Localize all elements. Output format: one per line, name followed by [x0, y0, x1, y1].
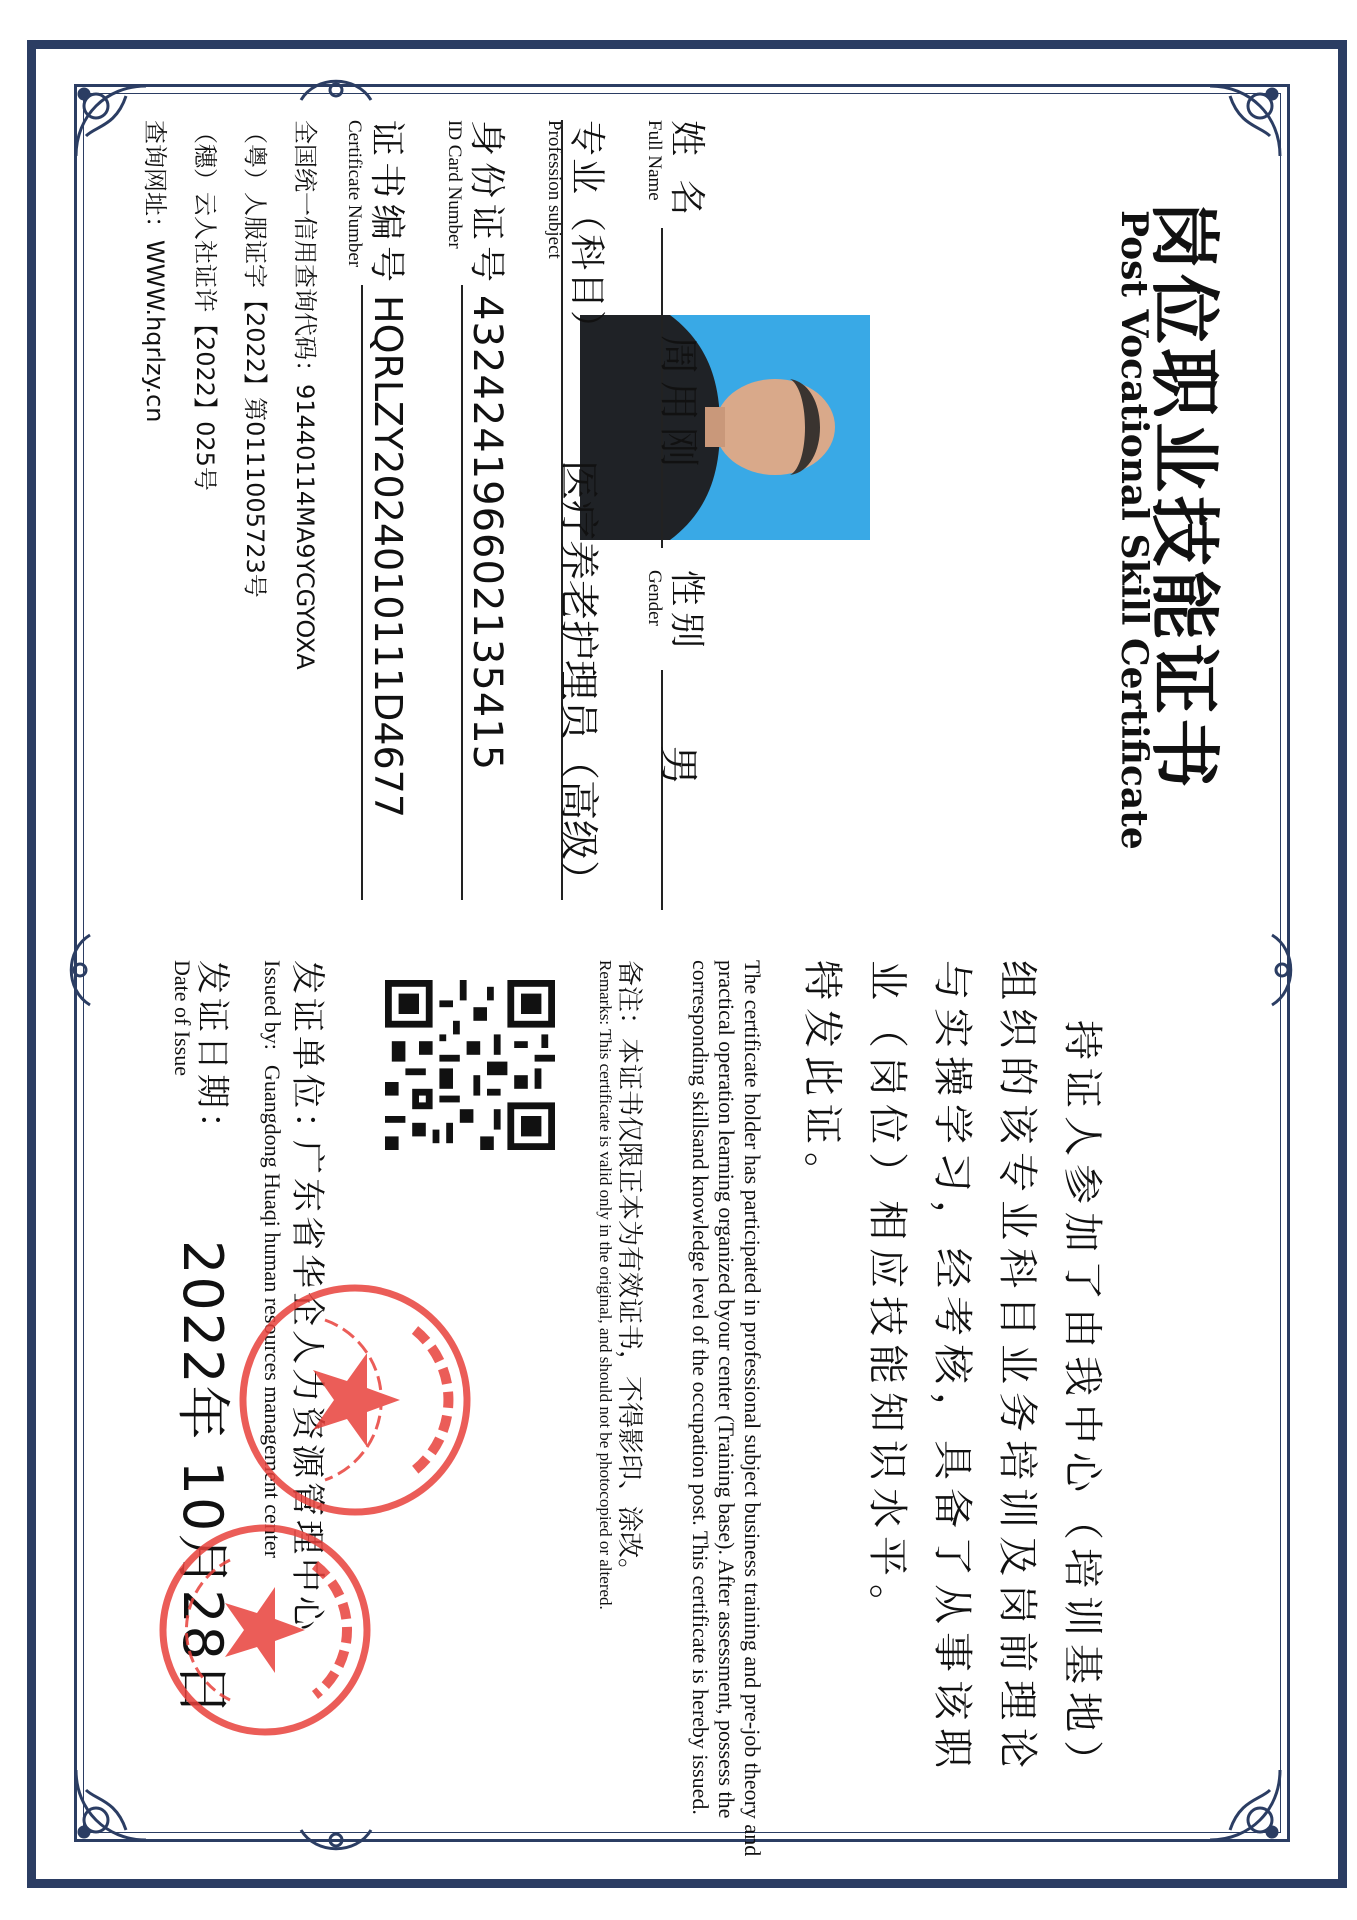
id-card-value: 432424196602135415 — [464, 295, 510, 772]
issuer-value: 广东省华企人力资源管理中心 — [287, 1140, 327, 1634]
statement-en: The certificate holder has participated in professional subject business training and pre-job theory and practical operation learning organized byour center (Training base). After assessment, possess the corresponding skillsand knowledge level of the occupation post. This certificate is hereby issued. — [688, 960, 765, 1857]
certificate-number-value: HQRLZY2024010111D4677 — [366, 295, 410, 819]
statement-line-3: 与实操学习，经考核，具备了从事该职 — [929, 960, 975, 1776]
remarks-cn: 备注：本证书仅限正本为有效证书，不得影印、涂改。 — [614, 960, 644, 1585]
query-website: 查询网址：WWW.hqrlzy.cn — [141, 120, 169, 423]
edge-ornament-icon — [1262, 930, 1302, 1010]
statement-line-2: 组织的该专业科目业务培训及岗前理论 — [994, 960, 1040, 1776]
id-card-label-en: ID Card Number — [444, 120, 465, 249]
certificate-number-underline — [361, 285, 363, 900]
title-cn: 岗位职业技能证书 — [1143, 200, 1225, 792]
issue-date-value: 2022年 10月28日 — [171, 1240, 234, 1719]
edge-ornament-icon — [60, 930, 100, 1010]
certificate-number-label-en: Certificate Number — [344, 120, 365, 268]
issuer-label-en: Issued by: — [260, 960, 285, 1050]
profession-label: 专业（科目） — [566, 120, 607, 349]
certificate-body — [105, 110, 1255, 1857]
remarks-en: Remarks: This certificate is valid only in the original, and should not be photocopied or altered. — [596, 960, 615, 1610]
statement-line-4: 业（岗位）相应技能知识水平。 — [864, 960, 910, 1632]
official-seal-icon — [235, 1280, 475, 1520]
profession-value: 医疗养老护理员（高级） — [555, 460, 601, 900]
title-en: Post Vocational Skill Certificate — [1113, 210, 1155, 850]
credit-code: 全国统一信用查询代码：91440114MA9YCGYOXA — [291, 120, 319, 670]
id-card-label: 身份证号 — [466, 120, 507, 289]
issuer-value-en: Guangdong Huaqi human resources management center — [260, 1065, 285, 1558]
name-value: 周用刚 — [655, 335, 701, 473]
edge-ornament-icon — [296, 1820, 376, 1860]
gender-label: 性别 — [666, 570, 707, 655]
name-label-en: Full Name — [644, 120, 665, 201]
gender-value: 男 — [655, 745, 701, 785]
name-label: 姓 名 — [666, 120, 707, 222]
certificate-number-label: 证书编号 — [366, 120, 407, 289]
issue-date-label: 发证日期： — [192, 960, 232, 1150]
issuer-label: 发证单位： — [287, 960, 327, 1150]
license-number-1: （粤）人服证字【2022】第0111005723号 — [241, 120, 269, 598]
gender-label-en: Gender — [644, 570, 665, 626]
license-number-2: （穗）云人社证许【2022】025号 — [191, 120, 219, 491]
qr-code[interactable] — [385, 980, 555, 1150]
id-card-underline — [461, 285, 463, 900]
edge-ornament-icon — [296, 70, 376, 110]
statement-line-1: 持证人参加了由我中心（培训基地） — [1059, 1020, 1105, 1788]
issue-date-label-en: Date of Issue — [170, 960, 195, 1077]
profession-label-en: Profession subject — [544, 120, 565, 259]
gender-underline — [661, 670, 663, 910]
official-seal-icon — [155, 1520, 375, 1740]
holder-photo — [580, 315, 870, 540]
statement-line-5: 特发此证。 — [799, 960, 845, 1200]
